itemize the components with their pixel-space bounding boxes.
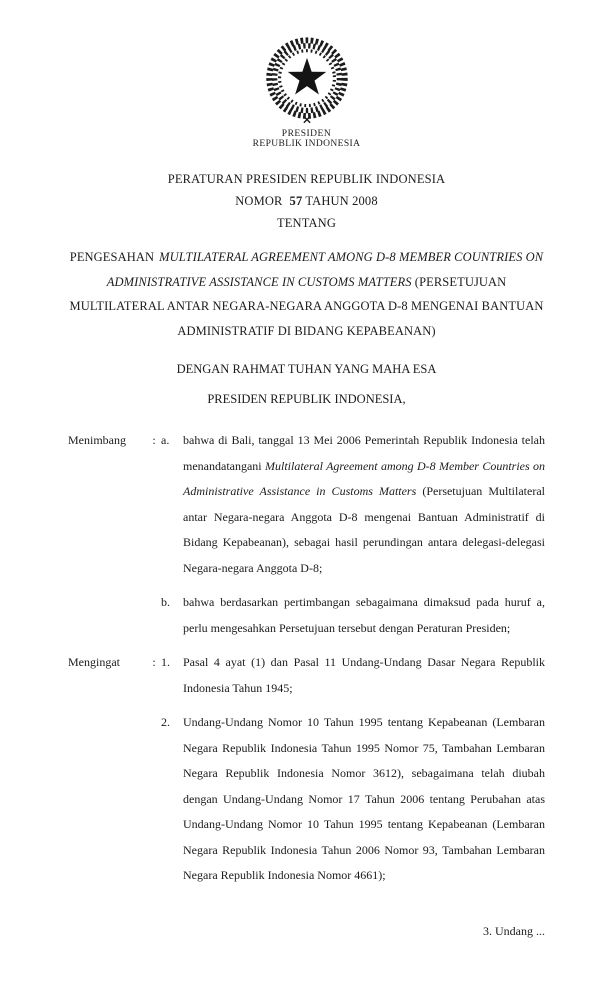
- subject-italic: MULTILATERAL AGREEMENT AMONG D-8 MEMBER COUNTRIES ON ADMINISTRATIVE ASSISTANCE IN CUSTOMS MATTERS: [106, 250, 544, 289]
- item-text-plain: bahwa di Bali, tanggal 13 Mei 2006 Pemerintah Republik Indonesia telah menandatangani: [183, 433, 545, 473]
- regulation-number-line: [68, 190, 545, 212]
- item-marker: a.: [161, 433, 170, 447]
- menimbang-section: [68, 428, 545, 641]
- item-text: [183, 590, 545, 641]
- empty-label-cell: [68, 710, 147, 889]
- mengingat-label: Mengingat: [68, 655, 120, 669]
- subject-prefix: PENGESAHAN: [69, 250, 155, 264]
- item-marker: 2.: [161, 715, 170, 729]
- title-block: [68, 168, 545, 234]
- mengingat-colon: :: [152, 655, 156, 669]
- item-text-italic: Multilateral Agreement among D-8 Member Countries on Administrative Assistance in Customs Matters: [183, 458, 545, 498]
- star-wreath-seal-icon: [262, 33, 352, 126]
- nomor-value: 57: [289, 194, 303, 208]
- page-catchword: 3. Undang ...: [483, 923, 545, 938]
- regulation-subject: [68, 245, 545, 343]
- menimbang-item-a: [68, 428, 545, 581]
- tentang-label: TENTANG: [276, 216, 337, 230]
- item-text: Undang-Undang Nomor 10 Tahun 1995 tentang Kepabeanan (Lembaran Negara Republik Indonesia Tahun 1995 Nomor 75, Tambahan Lembaran Negara Republik Indonesia Nomor 3612), sebagaimana telah diubah dengan Undang-Undang Nomor 17 Tahun 2006 tentang Perubahan atas Undang-Undang Nomor 10 Tahun 1995 tentang Kepabeanan (Lembaran Negara Republik Indonesia Tahun 2006 Nomor 93, Tambahan Lembaran Negara Republik Indonesia Nomor 4661);: [183, 715, 545, 882]
- menimbang-label: Menimbang: [68, 433, 126, 447]
- invocation-line: DENGAN RAHMAT TUHAN YANG MAHA ESA: [176, 362, 437, 376]
- item-text: Pasal 4 ayat (1) dan Pasal 11 Undang-Undang Dasar Negara Republik Indonesia Tahun 1945;: [183, 655, 545, 695]
- menimbang-colon: :: [152, 433, 156, 447]
- item-text-plain: bahwa berdasarkan pertimbangan sebagaimana dimaksud pada huruf a, perlu mengesahkan Persetujuan tersebut dengan Peraturan Presiden;: [183, 595, 545, 635]
- mengingat-item-1: [68, 650, 545, 701]
- empty-label-cell: [68, 590, 147, 641]
- empty-colon-cell: [147, 590, 161, 641]
- item-text: [183, 428, 545, 581]
- letterhead: [68, 33, 545, 149]
- authority-line: PRESIDEN REPUBLIK INDONESIA,: [207, 392, 406, 406]
- mengingat-section: [68, 650, 545, 889]
- nomor-year: TAHUN 2008: [305, 194, 378, 208]
- letterhead-presiden-label: PRESIDEN: [281, 129, 332, 139]
- mengingat-item-2: [68, 710, 545, 889]
- item-marker: b.: [161, 595, 170, 609]
- letterhead-republik-indonesia-label: REPUBLIK INDONESIA: [252, 139, 361, 149]
- nomor-label: NOMOR: [235, 194, 283, 208]
- subject-suffix: (PERSETUJUAN MULTILATERAL ANTAR NEGARA-NEGARA ANGGOTA D-8 MENGENAI BANTUAN ADMINISTRATIF DI BIDANG KEPABEANAN): [69, 274, 544, 338]
- regulation-title: PERATURAN PRESIDEN REPUBLIK INDONESIA: [167, 172, 446, 186]
- item-marker: 1.: [161, 655, 170, 669]
- item-text-plain: (Persetujuan Multilateral antar Negara-negara Anggota D-8 mengenai Bantuan Administratif di Bidang Kepabeanan), sebagai hasil perundingan antara delegasi-delegasi Negara-negara Anggota D-8;: [183, 484, 545, 575]
- empty-colon-cell: [147, 710, 161, 889]
- menimbang-item-b: [68, 590, 545, 641]
